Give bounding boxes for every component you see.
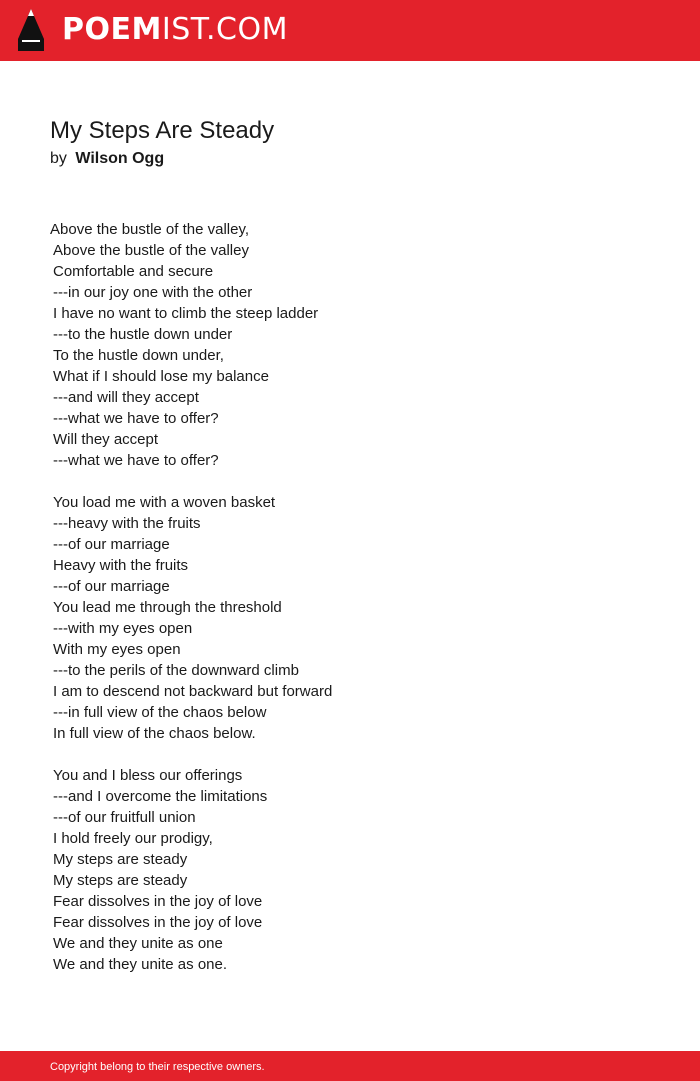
poem-line: Comfortable and secure: [53, 263, 214, 280]
poem-line: You load me with a woven basket: [53, 494, 276, 511]
poem-line: ---of our marriage: [53, 578, 170, 595]
poem-line: ---and I overcome the limitations: [53, 788, 268, 805]
poem-line: ---in full view of the chaos below: [53, 704, 267, 721]
stanza-gap: [50, 744, 332, 765]
poem-line: Heavy with the fruits: [53, 557, 189, 574]
poem-line: My steps are steady: [53, 872, 188, 889]
site-header: [0, 0, 700, 61]
poem-line: You and I bless our offerings: [53, 767, 243, 784]
copyright-text: Copyright belong to their respective owners.: [50, 1061, 265, 1073]
site-footer: [0, 1051, 700, 1081]
poem-line: Fear dissolves in the joy of love: [53, 893, 263, 910]
poem-line: ---of our fruitfull union: [53, 809, 196, 826]
poem-line: I am to descend not backward but forward: [53, 683, 333, 700]
poem-line: ---of our marriage: [53, 536, 170, 553]
logo-bold: POEM: [62, 12, 162, 47]
byline: [50, 149, 164, 169]
poem-line: We and they unite as one: [53, 935, 223, 952]
poem-line: ---to the perils of the downward climb: [53, 662, 299, 679]
poem-line: Above the bustle of the valley: [53, 242, 249, 259]
poem-line: To the hustle down under,: [53, 347, 224, 364]
poem-line: I have no want to climb the steep ladder: [53, 305, 319, 322]
poem-line: My steps are steady: [53, 851, 188, 868]
poem-line: With my eyes open: [53, 641, 181, 658]
poem-line: Will they accept: [53, 431, 159, 448]
poem-title: My Steps Are Steady: [50, 117, 275, 144]
poem-body: [50, 219, 332, 975]
poem-line: I hold freely our prodigy,: [53, 830, 213, 847]
author-name[interactable]: Wilson Ogg: [75, 150, 165, 167]
poem-line: ---heavy with the fruits: [53, 515, 201, 532]
logo-light: IST.COM: [161, 12, 288, 47]
by-label: by: [50, 150, 67, 167]
poem-line: You lead me through the threshold: [53, 599, 282, 616]
poem-line: ---to the hustle down under: [53, 326, 233, 343]
stanza-gap: [50, 471, 332, 492]
poem-line: ---what we have to offer?: [53, 410, 219, 427]
poem-line: ---and will they accept: [53, 389, 199, 406]
poem-line: ---what we have to offer?: [53, 452, 219, 469]
poem-line: What if I should lose my balance: [53, 368, 269, 385]
poem-line: Fear dissolves in the joy of love: [53, 914, 263, 931]
pencil-icon[interactable]: [18, 9, 44, 51]
poem-line: Above the bustle of the valley,: [50, 221, 250, 238]
site-logo[interactable]: [62, 13, 288, 47]
poem-line: ---in our joy one with the other: [53, 284, 253, 301]
poem-line: In full view of the chaos below.: [53, 725, 256, 742]
poem-line: ---with my eyes open: [53, 620, 193, 637]
poem-line: We and they unite as one.: [53, 956, 228, 973]
